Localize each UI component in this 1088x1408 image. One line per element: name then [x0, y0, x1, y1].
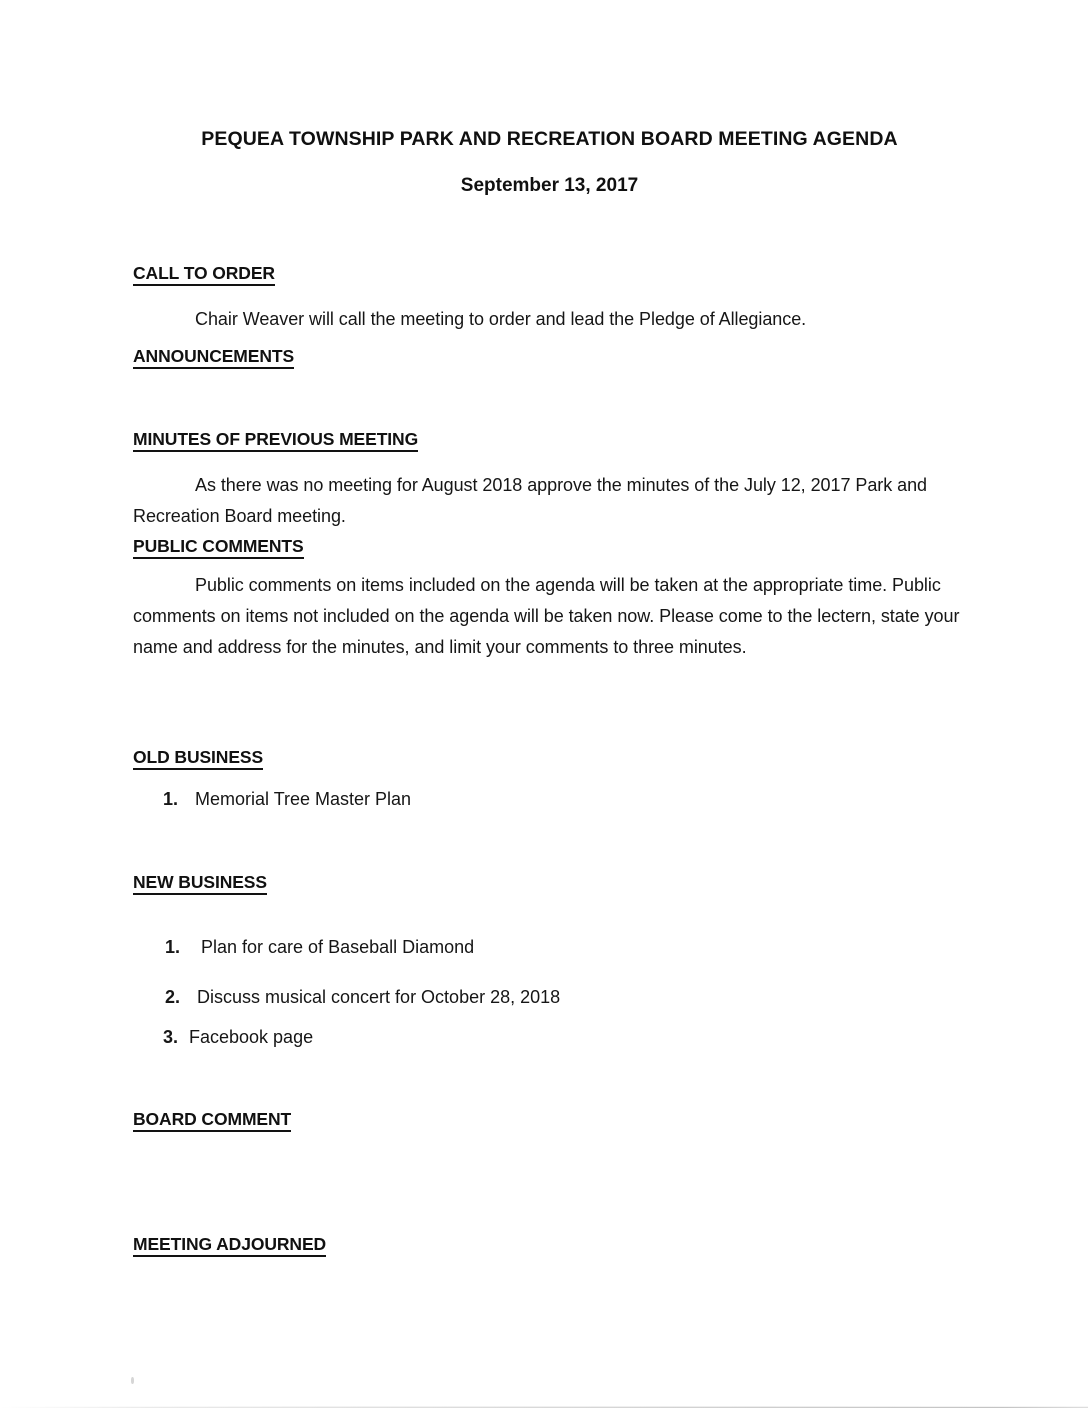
heading-meeting-adjourned	[133, 1234, 326, 1255]
paragraph-public-comments-text: Public comments on items included on the agenda will be taken at the appropriate time. Public comments on items not included on the agenda will be taken now. Please come to the lectern, state your name and address for the minutes, and limit your comments to three minutes.	[133, 575, 960, 657]
heading-public-comments-label: PUBLIC COMMENTS	[133, 536, 304, 559]
heading-new-business	[133, 872, 267, 893]
list-item-number: 2.	[165, 987, 181, 1007]
list-item-text: Plan for care of Baseball Diamond	[201, 937, 475, 957]
paragraph-call-to-order-text: Chair Weaver will call the meeting to order and lead the Pledge of Allegiance.	[195, 309, 807, 329]
heading-call-to-order-label: CALL TO ORDER	[133, 263, 275, 286]
heading-call-to-order	[133, 263, 275, 284]
list-item-number: 3.	[163, 1027, 179, 1047]
document-content-column	[133, 0, 966, 1408]
heading-old-business-label: OLD BUSINESS	[133, 747, 263, 770]
document-date: September 13, 2017	[460, 175, 639, 196]
list-item-number: 1.	[163, 789, 179, 809]
paragraph-minutes-text: As there was no meeting for August 2018 approve the minutes of the July 12, 2017 Park and Recreation Board meeting.	[133, 475, 928, 526]
heading-announcements-label: ANNOUNCEMENTS	[133, 346, 294, 369]
paragraph-call-to-order	[133, 304, 966, 335]
paragraph-public-comments	[133, 570, 968, 663]
document-title: PEQUEA TOWNSHIP PARK AND RECREATION BOARD MEETING AGENDA	[201, 128, 898, 150]
paragraph-minutes	[133, 470, 945, 532]
heading-minutes-of-previous-meeting-label: MINUTES OF PREVIOUS MEETING	[133, 429, 418, 452]
list-item	[163, 1027, 313, 1048]
heading-public-comments	[133, 536, 304, 557]
heading-new-business-label: NEW BUSINESS	[133, 872, 267, 895]
list-item	[165, 937, 474, 958]
list-item-text: Facebook page	[189, 1027, 314, 1047]
list-item	[163, 789, 411, 810]
heading-announcements	[133, 346, 294, 367]
list-item	[165, 987, 560, 1008]
heading-board-comment	[133, 1109, 291, 1130]
heading-board-comment-label: BOARD COMMENT	[133, 1109, 291, 1132]
heading-minutes-of-previous-meeting	[133, 429, 418, 450]
heading-old-business	[133, 747, 263, 768]
list-item-number: 1.	[165, 937, 181, 957]
scan-artifact-speck	[131, 1377, 134, 1384]
heading-meeting-adjourned-label: MEETING ADJOURNED	[133, 1234, 326, 1257]
list-item-text: Memorial Tree Master Plan	[195, 789, 412, 809]
list-item-text: Discuss musical concert for October 28, 2018	[197, 987, 561, 1007]
